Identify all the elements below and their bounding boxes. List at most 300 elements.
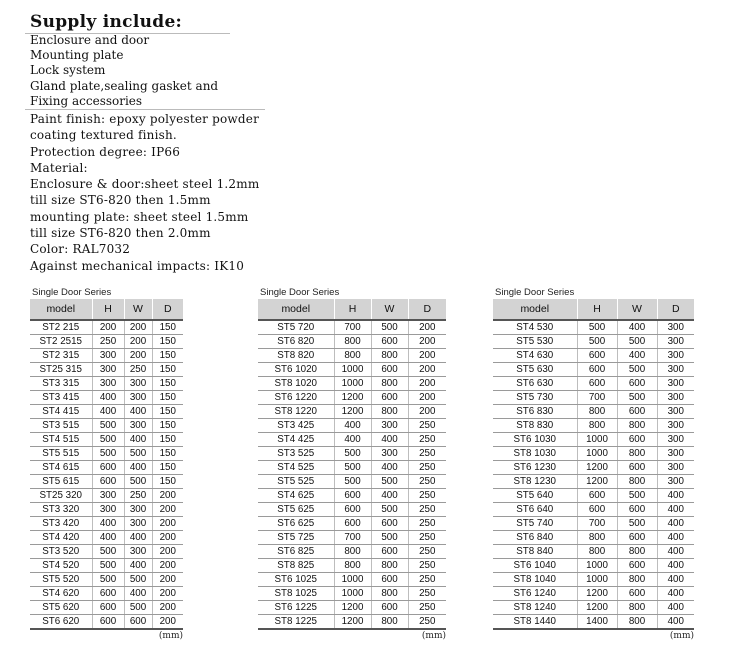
header-d: D (657, 299, 694, 320)
cell-w: 300 (124, 503, 152, 517)
cell-w: 300 (124, 419, 152, 433)
cell-h: 600 (577, 349, 617, 363)
cell-d: 200 (408, 335, 446, 349)
cell-model: ST5 640 (493, 489, 577, 503)
table-row (30, 531, 183, 545)
cell-d: 200 (152, 503, 183, 517)
cell-w: 600 (371, 573, 408, 587)
table-row (258, 349, 446, 363)
table-row (258, 559, 446, 573)
table-row (258, 320, 446, 335)
cell-model: ST5 630 (493, 363, 577, 377)
cell-w: 600 (371, 363, 408, 377)
cell-model: ST8 1040 (493, 573, 577, 587)
unit-label: (mm) (669, 631, 694, 641)
cell-d: 150 (152, 475, 183, 489)
cell-w: 400 (371, 433, 408, 447)
table-row (30, 503, 183, 517)
cell-d: 250 (408, 573, 446, 587)
cell-h: 500 (334, 475, 371, 489)
cell-w: 500 (371, 475, 408, 489)
table-row (30, 475, 183, 489)
table-header-row (30, 299, 183, 320)
cell-model: ST8 830 (493, 419, 577, 433)
cell-w: 800 (371, 405, 408, 419)
cell-w: 500 (124, 447, 152, 461)
table-row (258, 419, 446, 433)
cell-model: ST8 1225 (258, 615, 334, 630)
table-row (258, 377, 446, 391)
header-w: W (371, 299, 408, 320)
table-row (493, 405, 694, 419)
cell-h: 500 (92, 419, 124, 433)
cell-w: 400 (371, 461, 408, 475)
cell-h: 600 (577, 503, 617, 517)
cell-d: 250 (408, 615, 446, 630)
dimension-table (493, 299, 694, 630)
cell-d: 150 (152, 447, 183, 461)
cell-w: 600 (617, 461, 657, 475)
table-row (258, 335, 446, 349)
table-row (493, 601, 694, 615)
table-row (30, 349, 183, 363)
header-model: model (258, 299, 334, 320)
table-row (30, 587, 183, 601)
cell-d: 300 (657, 377, 694, 391)
cell-model: ST8 1030 (493, 447, 577, 461)
cell-model: ST6 820 (258, 335, 334, 349)
unit-label: (mm) (158, 631, 183, 641)
cell-h: 500 (92, 573, 124, 587)
cell-model: ST5 525 (258, 475, 334, 489)
cell-model: ST8 1020 (258, 377, 334, 391)
cell-model: ST3 515 (30, 419, 92, 433)
supply-item: Mounting plate (30, 48, 124, 63)
cell-d: 150 (152, 405, 183, 419)
cell-w: 500 (371, 320, 408, 335)
spec-line: Paint finish: epoxy polyester powder (30, 112, 260, 126)
cell-d: 200 (408, 363, 446, 377)
cell-h: 400 (334, 419, 371, 433)
table-row (258, 489, 446, 503)
cell-w: 400 (124, 587, 152, 601)
cell-model: ST4 530 (493, 320, 577, 335)
cell-h: 400 (92, 391, 124, 405)
cell-h: 800 (577, 531, 617, 545)
table-row (258, 601, 446, 615)
cell-model: ST5 530 (493, 335, 577, 349)
cell-h: 300 (92, 363, 124, 377)
cell-h: 400 (334, 433, 371, 447)
cell-w: 400 (124, 559, 152, 573)
cell-h: 1200 (577, 475, 617, 489)
cell-h: 1200 (334, 405, 371, 419)
cell-model: ST4 520 (30, 559, 92, 573)
cell-d: 150 (152, 433, 183, 447)
table-row (493, 320, 694, 335)
cell-d: 200 (152, 531, 183, 545)
cell-h: 600 (334, 489, 371, 503)
cell-d: 300 (657, 391, 694, 405)
cell-model: ST6 640 (493, 503, 577, 517)
cell-d: 400 (657, 489, 694, 503)
table-row (30, 489, 183, 503)
cell-w: 800 (617, 475, 657, 489)
cell-model: ST3 520 (30, 545, 92, 559)
cell-model: ST6 840 (493, 531, 577, 545)
table-row (258, 545, 446, 559)
cell-d: 150 (152, 391, 183, 405)
table-row (258, 447, 446, 461)
table-row (30, 320, 183, 335)
cell-model: ST25 315 (30, 363, 92, 377)
supply-list (30, 33, 265, 109)
table-header-row (258, 299, 446, 320)
table-row (30, 559, 183, 573)
cell-model: ST5 625 (258, 503, 334, 517)
table-title: Single Door Series (260, 287, 340, 298)
cell-w: 300 (124, 545, 152, 559)
cell-h: 400 (92, 405, 124, 419)
cell-h: 500 (92, 433, 124, 447)
cell-model: ST8 1440 (493, 615, 577, 630)
table-row (30, 545, 183, 559)
cell-model: ST4 625 (258, 489, 334, 503)
cell-h: 1200 (577, 587, 617, 601)
table-row (493, 573, 694, 587)
header-h: H (92, 299, 124, 320)
cell-d: 250 (408, 587, 446, 601)
cell-model: ST8 1240 (493, 601, 577, 615)
cell-h: 500 (334, 447, 371, 461)
cell-h: 200 (92, 320, 124, 335)
cell-w: 800 (617, 601, 657, 615)
cell-model: ST5 725 (258, 531, 334, 545)
cell-h: 600 (334, 503, 371, 517)
cell-w: 200 (124, 320, 152, 335)
cell-w: 800 (371, 377, 408, 391)
cell-w: 600 (617, 587, 657, 601)
cell-w: 800 (617, 447, 657, 461)
cell-model: ST8 1220 (258, 405, 334, 419)
table-row (493, 419, 694, 433)
header-d: D (408, 299, 446, 320)
cell-w: 600 (124, 615, 152, 630)
cell-h: 1200 (577, 601, 617, 615)
cell-w: 400 (617, 349, 657, 363)
cell-model: ST8 1230 (493, 475, 577, 489)
cell-h: 800 (577, 419, 617, 433)
table-row (30, 335, 183, 349)
series-table-1 (30, 286, 183, 641)
cell-model: ST6 1030 (493, 433, 577, 447)
cell-model: ST5 620 (30, 601, 92, 615)
spec-line: Enclosure & door:sheet steel 1.2mm (30, 177, 260, 192)
supply-item: Lock system (30, 63, 106, 78)
cell-d: 250 (408, 559, 446, 573)
cell-model: ST6 830 (493, 405, 577, 419)
table-row (258, 405, 446, 419)
cell-w: 600 (371, 335, 408, 349)
cell-d: 200 (408, 349, 446, 363)
cell-model: ST5 615 (30, 475, 92, 489)
cell-model: ST2 315 (30, 349, 92, 363)
cell-model: ST6 630 (493, 377, 577, 391)
series-table-3 (493, 286, 694, 641)
cell-d: 250 (408, 517, 446, 531)
cell-h: 800 (334, 559, 371, 573)
cell-d: 200 (152, 601, 183, 615)
cell-w: 800 (617, 573, 657, 587)
cell-h: 500 (92, 559, 124, 573)
cell-model: ST4 420 (30, 531, 92, 545)
cell-model: ST4 630 (493, 349, 577, 363)
cell-h: 1000 (577, 573, 617, 587)
cell-h: 600 (92, 475, 124, 489)
cell-d: 200 (408, 391, 446, 405)
cell-w: 300 (371, 447, 408, 461)
cell-model: ST6 1240 (493, 587, 577, 601)
header-h: H (334, 299, 371, 320)
cell-h: 300 (92, 349, 124, 363)
table-row (493, 475, 694, 489)
cell-model: ST6 1225 (258, 601, 334, 615)
table-row (30, 405, 183, 419)
cell-w: 400 (124, 461, 152, 475)
cell-model: ST8 820 (258, 349, 334, 363)
dimension-table (258, 299, 446, 630)
cell-h: 700 (577, 391, 617, 405)
cell-h: 1000 (577, 433, 617, 447)
table-row (493, 461, 694, 475)
cell-h: 250 (92, 335, 124, 349)
cell-model: ST5 515 (30, 447, 92, 461)
cell-d: 200 (152, 587, 183, 601)
supply-heading: Supply include: (30, 12, 183, 32)
cell-d: 300 (657, 461, 694, 475)
table-row (258, 517, 446, 531)
cell-h: 1200 (577, 461, 617, 475)
cell-d: 200 (408, 405, 446, 419)
cell-w: 500 (617, 391, 657, 405)
cell-model: ST8 840 (493, 545, 577, 559)
table-row (493, 503, 694, 517)
cell-d: 300 (657, 433, 694, 447)
table-row (258, 531, 446, 545)
cell-w: 300 (124, 517, 152, 531)
supply-item: Fixing accessories (30, 93, 143, 108)
cell-model: ST5 520 (30, 573, 92, 587)
cell-w: 600 (371, 601, 408, 615)
cell-w: 200 (124, 349, 152, 363)
supply-divider (25, 109, 265, 110)
cell-model: ST5 720 (258, 320, 334, 335)
table-row (493, 587, 694, 601)
header-model: model (30, 299, 92, 320)
cell-w: 600 (617, 405, 657, 419)
cell-d: 150 (152, 461, 183, 475)
cell-d: 250 (408, 475, 446, 489)
cell-d: 250 (408, 433, 446, 447)
spec-line: coating textured finish. (30, 128, 177, 143)
cell-h: 1000 (334, 377, 371, 391)
table-row (30, 573, 183, 587)
cell-d: 300 (657, 363, 694, 377)
cell-h: 800 (334, 349, 371, 363)
supply-item: Enclosure and door (30, 33, 150, 47)
table-row (30, 517, 183, 531)
table-row (493, 517, 694, 531)
header-w: W (124, 299, 152, 320)
cell-model: ST4 515 (30, 433, 92, 447)
cell-d: 150 (152, 320, 183, 335)
cell-model: ST5 740 (493, 517, 577, 531)
cell-d: 300 (657, 335, 694, 349)
cell-w: 300 (371, 419, 408, 433)
table-row (493, 489, 694, 503)
cell-h: 500 (577, 320, 617, 335)
table-row (30, 363, 183, 377)
table-row (258, 391, 446, 405)
table-row (493, 531, 694, 545)
cell-w: 600 (617, 503, 657, 517)
table-header-row (493, 299, 694, 320)
table-title: Single Door Series (32, 287, 112, 298)
cell-model: ST3 425 (258, 419, 334, 433)
cell-w: 600 (371, 545, 408, 559)
cell-h: 300 (92, 489, 124, 503)
cell-d: 400 (657, 601, 694, 615)
table-row (30, 601, 183, 615)
cell-model: ST4 415 (30, 405, 92, 419)
cell-model: ST8 825 (258, 559, 334, 573)
table-row (30, 377, 183, 391)
cell-h: 500 (92, 545, 124, 559)
cell-w: 500 (371, 531, 408, 545)
cell-h: 600 (92, 601, 124, 615)
cell-w: 500 (124, 475, 152, 489)
spec-line: Material: (30, 160, 88, 175)
cell-w: 400 (617, 320, 657, 335)
cell-h: 500 (92, 447, 124, 461)
header-d: D (152, 299, 183, 320)
cell-w: 600 (617, 559, 657, 573)
cell-h: 1000 (334, 573, 371, 587)
cell-h: 500 (334, 461, 371, 475)
cell-h: 1200 (334, 601, 371, 615)
cell-w: 600 (371, 391, 408, 405)
cell-w: 800 (371, 559, 408, 573)
cell-w: 600 (617, 531, 657, 545)
cell-model: ST3 525 (258, 447, 334, 461)
cell-h: 800 (577, 405, 617, 419)
cell-d: 250 (408, 531, 446, 545)
cell-w: 500 (617, 363, 657, 377)
cell-model: ST2 215 (30, 320, 92, 335)
cell-w: 400 (371, 489, 408, 503)
table-row (493, 559, 694, 573)
table-row (258, 503, 446, 517)
table-row (258, 573, 446, 587)
table-row (493, 349, 694, 363)
cell-w: 300 (124, 391, 152, 405)
cell-w: 500 (617, 517, 657, 531)
cell-d: 250 (408, 503, 446, 517)
spec-line: mounting plate: sheet steel 1.5mm (30, 209, 249, 224)
cell-d: 200 (152, 517, 183, 531)
spec-line: Protection degree: IP66 (30, 144, 181, 159)
table-row (258, 433, 446, 447)
cell-w: 400 (124, 531, 152, 545)
cell-model: ST4 525 (258, 461, 334, 475)
table-row (493, 377, 694, 391)
cell-d: 200 (152, 573, 183, 587)
table-row (30, 419, 183, 433)
table-row (30, 391, 183, 405)
cell-w: 400 (124, 433, 152, 447)
cell-h: 1000 (334, 363, 371, 377)
cell-d: 250 (408, 601, 446, 615)
cell-w: 800 (371, 587, 408, 601)
cell-w: 300 (124, 377, 152, 391)
cell-model: ST4 620 (30, 587, 92, 601)
spec-line: Against mechanical impacts: IK10 (30, 258, 245, 273)
cell-h: 600 (577, 489, 617, 503)
cell-d: 250 (408, 461, 446, 475)
cell-h: 800 (334, 335, 371, 349)
cell-d: 200 (152, 489, 183, 503)
table-row (30, 433, 183, 447)
cell-h: 700 (334, 320, 371, 335)
cell-w: 800 (371, 349, 408, 363)
cell-model: ST8 1025 (258, 587, 334, 601)
cell-h: 1000 (334, 587, 371, 601)
table-row (493, 545, 694, 559)
header-h: H (577, 299, 617, 320)
table-row (493, 433, 694, 447)
cell-model: ST4 425 (258, 433, 334, 447)
cell-model: ST2 2515 (30, 335, 92, 349)
table-row (493, 335, 694, 349)
cell-w: 800 (617, 615, 657, 630)
cell-model: ST6 1230 (493, 461, 577, 475)
cell-w: 400 (124, 405, 152, 419)
cell-h: 1200 (334, 391, 371, 405)
cell-h: 700 (334, 531, 371, 545)
cell-model: ST3 415 (30, 391, 92, 405)
cell-model: ST6 625 (258, 517, 334, 531)
cell-d: 200 (152, 615, 183, 630)
cell-d: 400 (657, 573, 694, 587)
cell-d: 150 (152, 349, 183, 363)
cell-d: 400 (657, 615, 694, 630)
cell-w: 250 (124, 489, 152, 503)
cell-h: 600 (577, 363, 617, 377)
cell-h: 500 (577, 335, 617, 349)
cell-model: ST3 320 (30, 503, 92, 517)
cell-d: 200 (408, 377, 446, 391)
cell-w: 500 (617, 335, 657, 349)
table-row (30, 461, 183, 475)
table-row (30, 615, 183, 630)
cell-h: 800 (577, 545, 617, 559)
cell-h: 300 (92, 377, 124, 391)
cell-model: ST6 620 (30, 615, 92, 630)
table-row (493, 363, 694, 377)
cell-d: 300 (657, 475, 694, 489)
cell-w: 800 (371, 615, 408, 630)
cell-h: 600 (92, 587, 124, 601)
